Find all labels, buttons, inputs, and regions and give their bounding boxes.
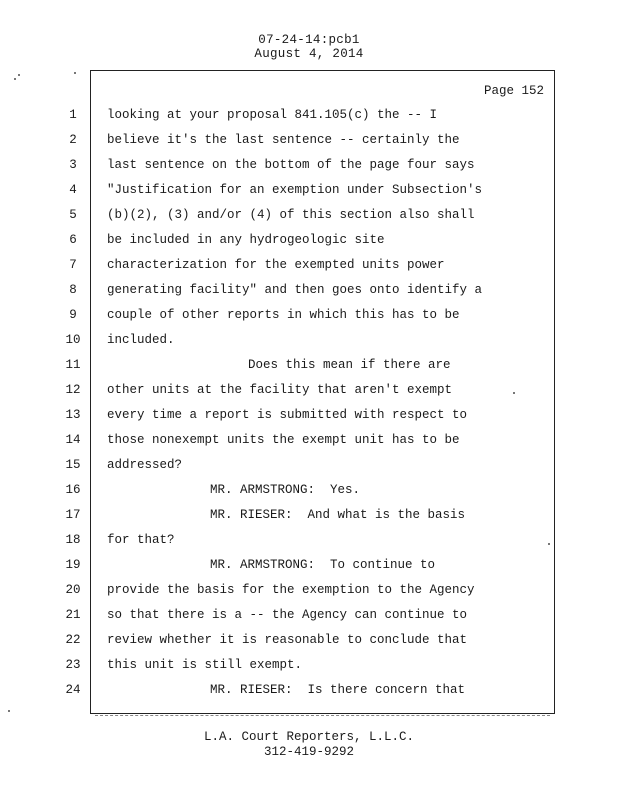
transcript-line-text: MR. RIESER: And what is the basis [210,508,466,522]
transcript-line-text: addressed? [107,458,183,472]
transcript-line-text: MR. RIESER: Is there concern that [210,683,466,697]
transcript-line-text: last sentence on the bottom of the page four says [107,158,475,172]
line-number: 10 [65,333,81,347]
line-number: 4 [69,183,77,197]
scan-speck [74,72,76,74]
transcript-line-text: (b)(2), (3) and/or (4) of this section also shall [107,208,475,222]
line-number: 8 [69,283,77,297]
transcript-line-text: MR. ARMSTRONG: Yes. [210,483,361,497]
line-number: 17 [65,508,81,522]
line-number: 19 [65,558,81,572]
scan-speck [8,710,10,712]
scan-speck [513,392,515,394]
transcript-line-text: believe it's the last sentence -- certainly the [107,133,460,147]
line-number: 14 [65,433,81,447]
line-number: 5 [69,208,77,222]
transcript-line-text: Does this mean if there are [248,358,451,372]
transcript-line-text: MR. ARMSTRONG: To continue to [210,558,436,572]
header-case-id: 07-24-14:pcb1 [258,33,360,47]
line-number: 21 [65,608,81,622]
footer-company: L.A. Court Reporters, L.L.C. [203,730,415,744]
line-number: 7 [69,258,77,272]
transcript-line-text: looking at your proposal 841.105(c) the -- I [107,108,438,122]
transcript-line-text: couple of other reports in which this has to be [107,308,460,322]
line-number: 11 [65,358,81,372]
transcript-line-text: those nonexempt units the exempt unit has to be [107,433,460,447]
transcript-line-text: other units at the facility that aren't exempt [107,383,453,397]
page-number: Page 152 [483,84,544,98]
line-number: 20 [65,583,81,597]
transcript-line-text: this unit is still exempt. [107,658,303,672]
line-number: 9 [69,308,77,322]
line-number: 18 [65,533,81,547]
line-number: 12 [65,383,81,397]
transcript-line-text: included. [107,333,175,347]
transcript-line-text: characterization for the exempted units power [107,258,445,272]
scan-speck [18,74,20,76]
transcript-line-text: be included in any hydrogeologic site [107,233,385,247]
transcript-line-text: every time a report is submitted with respect to [107,408,468,422]
scan-speck [548,543,550,545]
line-number: 22 [65,633,81,647]
line-number: 16 [65,483,81,497]
header-date: August 4, 2014 [254,47,364,61]
transcript-line-text: review whether it is reasonable to conclude that [107,633,468,647]
transcript-line-text: for that? [107,533,175,547]
line-number: 1 [69,108,77,122]
footer-phone: 312-419-9292 [263,745,354,759]
line-number: 23 [65,658,81,672]
line-number: 6 [69,233,77,247]
scan-speck [14,78,16,80]
transcript-line-text: generating facility" and then goes onto identify a [107,283,483,297]
line-number: 13 [65,408,81,422]
transcript-line-text: so that there is a -- the Agency can continue to [107,608,468,622]
line-number: 2 [69,133,77,147]
transcript-line-text: provide the basis for the exemption to the Agency [107,583,475,597]
page-bottom-rule [95,715,550,716]
line-number: 24 [65,683,81,697]
line-number: 3 [69,158,77,172]
transcript-line-text: "Justification for an exemption under Subsection's [107,183,483,197]
line-number: 15 [65,458,81,472]
